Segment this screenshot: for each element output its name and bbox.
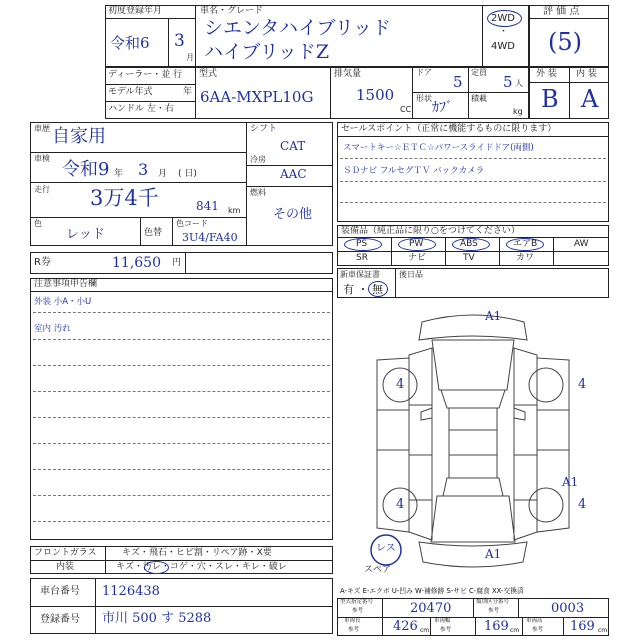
- color-label: 色: [34, 219, 42, 228]
- usage-label: 車歴: [34, 124, 50, 133]
- cc-unit: CC: [400, 105, 412, 114]
- tire-front-right: 4: [578, 377, 587, 392]
- notes-line-1: 外装 小A・小U: [34, 297, 92, 307]
- equip-abs: ABS: [460, 239, 478, 249]
- first-reg-era: 令和6: [110, 34, 150, 52]
- tire-mid-left: 4: [396, 497, 405, 512]
- mileage-value: 3万4千: [90, 186, 159, 210]
- len-sub: 参考: [348, 627, 360, 633]
- cls-value: 0003: [551, 601, 585, 616]
- equip-airbag: エアB: [513, 239, 538, 249]
- capacity-unit: 人: [515, 79, 523, 88]
- warranty-label: 新車保証書: [340, 270, 380, 279]
- car-name-label: 車名・グレード: [200, 6, 264, 16]
- first-reg-month-unit: 月: [186, 53, 194, 62]
- color-value: レッド: [66, 227, 105, 242]
- equip-leather: カワ: [516, 253, 535, 263]
- ac-label: 冷房: [250, 155, 266, 164]
- interior-label: 内 装: [576, 69, 597, 79]
- wid-unit: cm: [510, 627, 520, 634]
- doors-label: ドア: [416, 68, 432, 77]
- warranty-value: 有 ・ 無: [343, 283, 383, 296]
- damage-bottom: A1: [485, 547, 502, 561]
- recycle-box: [30, 252, 333, 274]
- equip-pw: PW: [409, 239, 424, 249]
- score-label: 評 価 点: [543, 6, 580, 17]
- mileage-sub: 841: [196, 199, 219, 213]
- wid-sub: 参考: [440, 627, 452, 633]
- hgt-value: 169: [570, 619, 595, 634]
- first-reg-month: 3: [174, 31, 185, 51]
- notes-line-2: 室内 汚れ: [34, 324, 71, 334]
- exterior-label: 外 装: [536, 69, 557, 79]
- capacity-label: 定員: [471, 68, 487, 77]
- interior-dirty-circle: [144, 561, 169, 574]
- grade: ハイブリッドZ: [204, 41, 330, 63]
- usage-value: 自家用: [52, 126, 106, 147]
- cat-value: 20470: [410, 601, 452, 616]
- kg-unit: kg: [513, 107, 523, 116]
- inspection-era: 令和9: [62, 159, 110, 180]
- cat-label: 型式指定番号: [340, 599, 374, 605]
- equip-aw: AW: [574, 239, 589, 249]
- drive-2wd: 2WD: [491, 13, 515, 24]
- equip-sr: SR: [356, 253, 368, 263]
- equip-navi: ナビ: [408, 253, 427, 263]
- displacement-label: 排気量: [334, 69, 362, 79]
- wid-value: 169: [484, 619, 509, 634]
- inspection-label: 車検: [34, 154, 50, 163]
- km-unit: km: [228, 206, 241, 215]
- hgt-sub: 参考: [532, 627, 544, 633]
- model-year-unit: 年: [183, 87, 193, 97]
- sales-label: セールスポイント（正常に機能するものに限ります）: [341, 124, 557, 134]
- cls-label: 類別区分番号: [476, 599, 510, 605]
- front-glass-options: キズ・飛石・ヒビ割・リペア跡・X要: [122, 548, 272, 558]
- color-change-label: 色替: [144, 228, 163, 238]
- len-unit: cm: [420, 627, 430, 634]
- displacement-value: 1500: [356, 86, 395, 104]
- ac-value: AAC: [280, 167, 307, 181]
- damage-top: A1: [485, 309, 502, 323]
- dealer-label: ディーラー・並 行: [108, 70, 183, 80]
- fuel-value: その他: [273, 207, 313, 222]
- sales-line-1: スマートキー☆ＥＴＣ☆パワースライドドア(両側): [343, 143, 534, 153]
- handle-label: ハンドル 左・右: [108, 104, 174, 114]
- warranty-none-circle: [368, 281, 388, 297]
- damage-right: A1: [562, 475, 579, 489]
- spare-circle-text: レス: [376, 543, 396, 554]
- recycle-label: R券: [34, 257, 51, 268]
- cls-sub: 参考: [488, 608, 500, 614]
- hgt-label: 車両高: [526, 618, 543, 624]
- color-code-label: 色コード: [176, 219, 208, 228]
- drive-dot: ・: [499, 27, 509, 37]
- type-value: 6AA-MXPL10G: [200, 88, 314, 106]
- drive-4wd: 4WD: [491, 41, 515, 52]
- len-label: 車両長: [344, 618, 361, 624]
- registration-value: 市川 500 す 5288: [102, 611, 212, 626]
- shift-label: シフト: [250, 124, 278, 134]
- recycle-unit: 円: [172, 258, 182, 268]
- spare-label: スペア: [364, 565, 392, 575]
- record-label: 後日品: [399, 270, 423, 279]
- inspection-month: 3: [138, 160, 149, 179]
- chassis-label: 車台番号: [40, 586, 80, 597]
- inspection-day: ( 日): [178, 169, 197, 179]
- registration-label: 登録番号: [40, 614, 80, 625]
- mileage-label: 走行: [34, 185, 50, 194]
- wid-label: 車両幅: [434, 618, 451, 624]
- score-value: (5): [548, 28, 582, 56]
- equipment-label: 装備品（純正品に限り○をつけてください）: [341, 226, 520, 236]
- interior-grade: A: [581, 85, 599, 113]
- inspection-year-unit: 年: [114, 169, 124, 179]
- capacity-value: 5: [503, 73, 513, 91]
- first-reg-label: 初度登録年月: [108, 6, 163, 16]
- fuel-label: 燃料: [250, 188, 266, 197]
- len-value: 426: [393, 619, 418, 634]
- inspection-month-unit: 月: [158, 169, 168, 179]
- shift-value: CAT: [280, 139, 306, 153]
- damage-legend: A-キズ E-エクボ U-凹み W-補修跡 S-サビ C-腐食 XX-交換済: [340, 587, 524, 595]
- chassis-value: 1126438: [102, 584, 160, 599]
- front-glass-label: フロントガラス: [34, 548, 97, 558]
- car-name: シエンタハイブリッド: [204, 17, 391, 39]
- load-label: 積載: [471, 94, 487, 103]
- type-label: 型式: [199, 69, 218, 79]
- model-year-label: モデル年式: [108, 87, 153, 97]
- tire-mid-right: 4: [578, 497, 587, 512]
- equip-ps: PS: [356, 239, 368, 249]
- color-code-value: 3U4/FA40: [182, 231, 238, 244]
- notes-label: 注意事項申告欄: [34, 279, 98, 289]
- hgt-unit: cm: [598, 627, 608, 634]
- tire-front-left: 4: [396, 377, 405, 392]
- recycle-value: 11,650: [112, 255, 161, 271]
- notes-box: [30, 278, 333, 540]
- shape-value: ｶﾌﾞ: [432, 100, 453, 116]
- interior-cond-label: 内装: [56, 562, 75, 572]
- doors-value: 5: [453, 73, 463, 91]
- cat-sub: 参考: [352, 608, 364, 614]
- exterior-grade: B: [541, 85, 559, 113]
- shape-label: 形状: [416, 94, 432, 103]
- interior-cond-options: キズ・汚レ・コゲ・穴・スレ・キレ・破レ: [116, 562, 287, 572]
- sales-line-2: ＳＤナビ フルセグＴＶ バックカメラ: [343, 166, 485, 176]
- equip-tv: TV: [463, 253, 475, 263]
